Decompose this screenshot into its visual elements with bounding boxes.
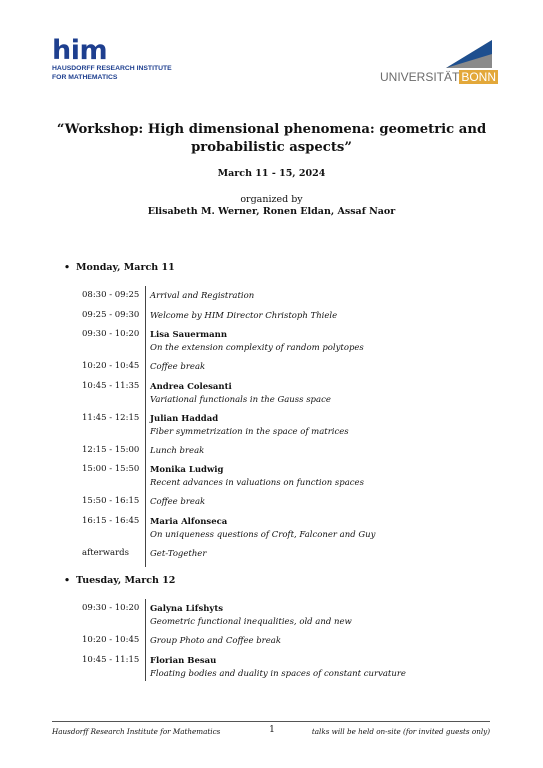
speaker-name: Lisa Sauermann [150, 330, 228, 340]
talk-entry [150, 381, 522, 406]
workshop-dates: March 11 - 15, 2024 [217, 168, 326, 179]
speaker-name: Julian Haddad [150, 414, 219, 424]
speaker-name: Galyna Lifshyts [150, 604, 224, 614]
day-heading-label: Tuesday, March 12 [76, 575, 176, 586]
talk-entry [150, 516, 522, 541]
him-logo-mark: him [52, 35, 108, 66]
time-slot: 09:25 - 09:30 [82, 310, 140, 320]
schedule-monday [82, 286, 522, 567]
workshop-title: “Workshop: High dimensional phenomena: geometric and probabilistic aspects” [56, 122, 487, 155]
bonn-logo-graphic [446, 40, 492, 68]
time-slot: 10:20 - 10:45 [82, 635, 140, 645]
talk-entry [150, 464, 522, 489]
footer-note: talks will be held on-site (for invited guests only) [311, 727, 490, 736]
bullet-icon: • [64, 575, 71, 586]
time-slot: afterwards [82, 548, 129, 558]
talk-title: On the extension complexity of random polytopes [150, 342, 364, 353]
talk-title: Variational functionals in the Gauss space [150, 394, 331, 405]
day-heading-label: Monday, March 11 [76, 262, 175, 273]
event-label: Get-Together [150, 549, 207, 559]
speaker-name: Andrea Colesanti [150, 382, 232, 392]
event-label: Coffee break [150, 497, 206, 507]
speaker-name: Monika Ludwig [150, 465, 224, 475]
organizers: Elisabeth M. Werner, Ronen Eldan, Assaf Naor [147, 206, 396, 217]
university-bonn-logo [380, 40, 497, 85]
him-logo-line-2: FOR MATHEMATICS [52, 74, 118, 81]
page-number: 1 [269, 725, 275, 735]
time-slot: 08:30 - 09:25 [82, 290, 140, 300]
him-logo-line-1: HAUSDORFF RESEARCH INSTITUTE [52, 65, 172, 72]
event-label: Welcome by HIM Director Christoph Thiele [150, 311, 338, 321]
talk-entry [150, 329, 522, 354]
speaker-name: Florian Besau [150, 656, 217, 666]
day-heading-tuesday [64, 575, 175, 586]
talk-entry [150, 413, 522, 438]
schedule-tuesday [82, 599, 522, 681]
time-slot: 15:50 - 16:15 [82, 496, 140, 506]
bullet-icon: • [64, 262, 71, 273]
bonn-logo-text-box: BONN [461, 70, 497, 84]
talk-title: On uniqueness questions of Croft, Falconer and Guy [150, 529, 376, 540]
time-slot: 15:00 - 15:50 [82, 464, 140, 474]
bonn-logo-text [380, 71, 498, 84]
time-slot: 10:45 - 11:15 [82, 655, 140, 665]
talk-title: Geometric functional inequalities, old and new [150, 616, 352, 627]
event-label: Group Photo and Coffee break [150, 636, 281, 646]
time-slot: 10:20 - 10:45 [82, 361, 140, 371]
time-slot: 11:45 - 12:15 [82, 413, 140, 423]
him-logo [52, 35, 212, 82]
day-heading-monday [64, 262, 175, 273]
time-slot: 12:15 - 15:00 [82, 445, 140, 455]
time-slot: 10:45 - 11:35 [82, 381, 140, 391]
talk-entry [150, 603, 522, 628]
footer-divider [52, 721, 490, 722]
talk-title: Recent advances in valuations on function spaces [150, 477, 364, 488]
event-label: Arrival and Registration [150, 291, 255, 301]
speaker-name: Maria Alfonseca [150, 517, 228, 527]
organized-by-label: organized by [240, 194, 303, 205]
time-slot: 09:30 - 10:20 [82, 603, 140, 613]
talk-title: Fiber symmetrization in the space of matrices [150, 426, 349, 437]
schedule-divider [145, 286, 146, 567]
footer-institute: Hausdorff Research Institute for Mathematics [52, 727, 221, 736]
time-slot: 16:15 - 16:45 [82, 516, 140, 526]
event-label: Coffee break [150, 362, 206, 372]
talk-entry [150, 655, 522, 680]
schedule-divider [145, 599, 146, 681]
talk-title: Floating bodies and duality in spaces of constant curvature [150, 668, 406, 679]
time-slot: 09:30 - 10:20 [82, 329, 140, 339]
bonn-logo-text-main: UNIVERSITÄT [380, 70, 460, 84]
event-label: Lunch break [150, 446, 205, 456]
